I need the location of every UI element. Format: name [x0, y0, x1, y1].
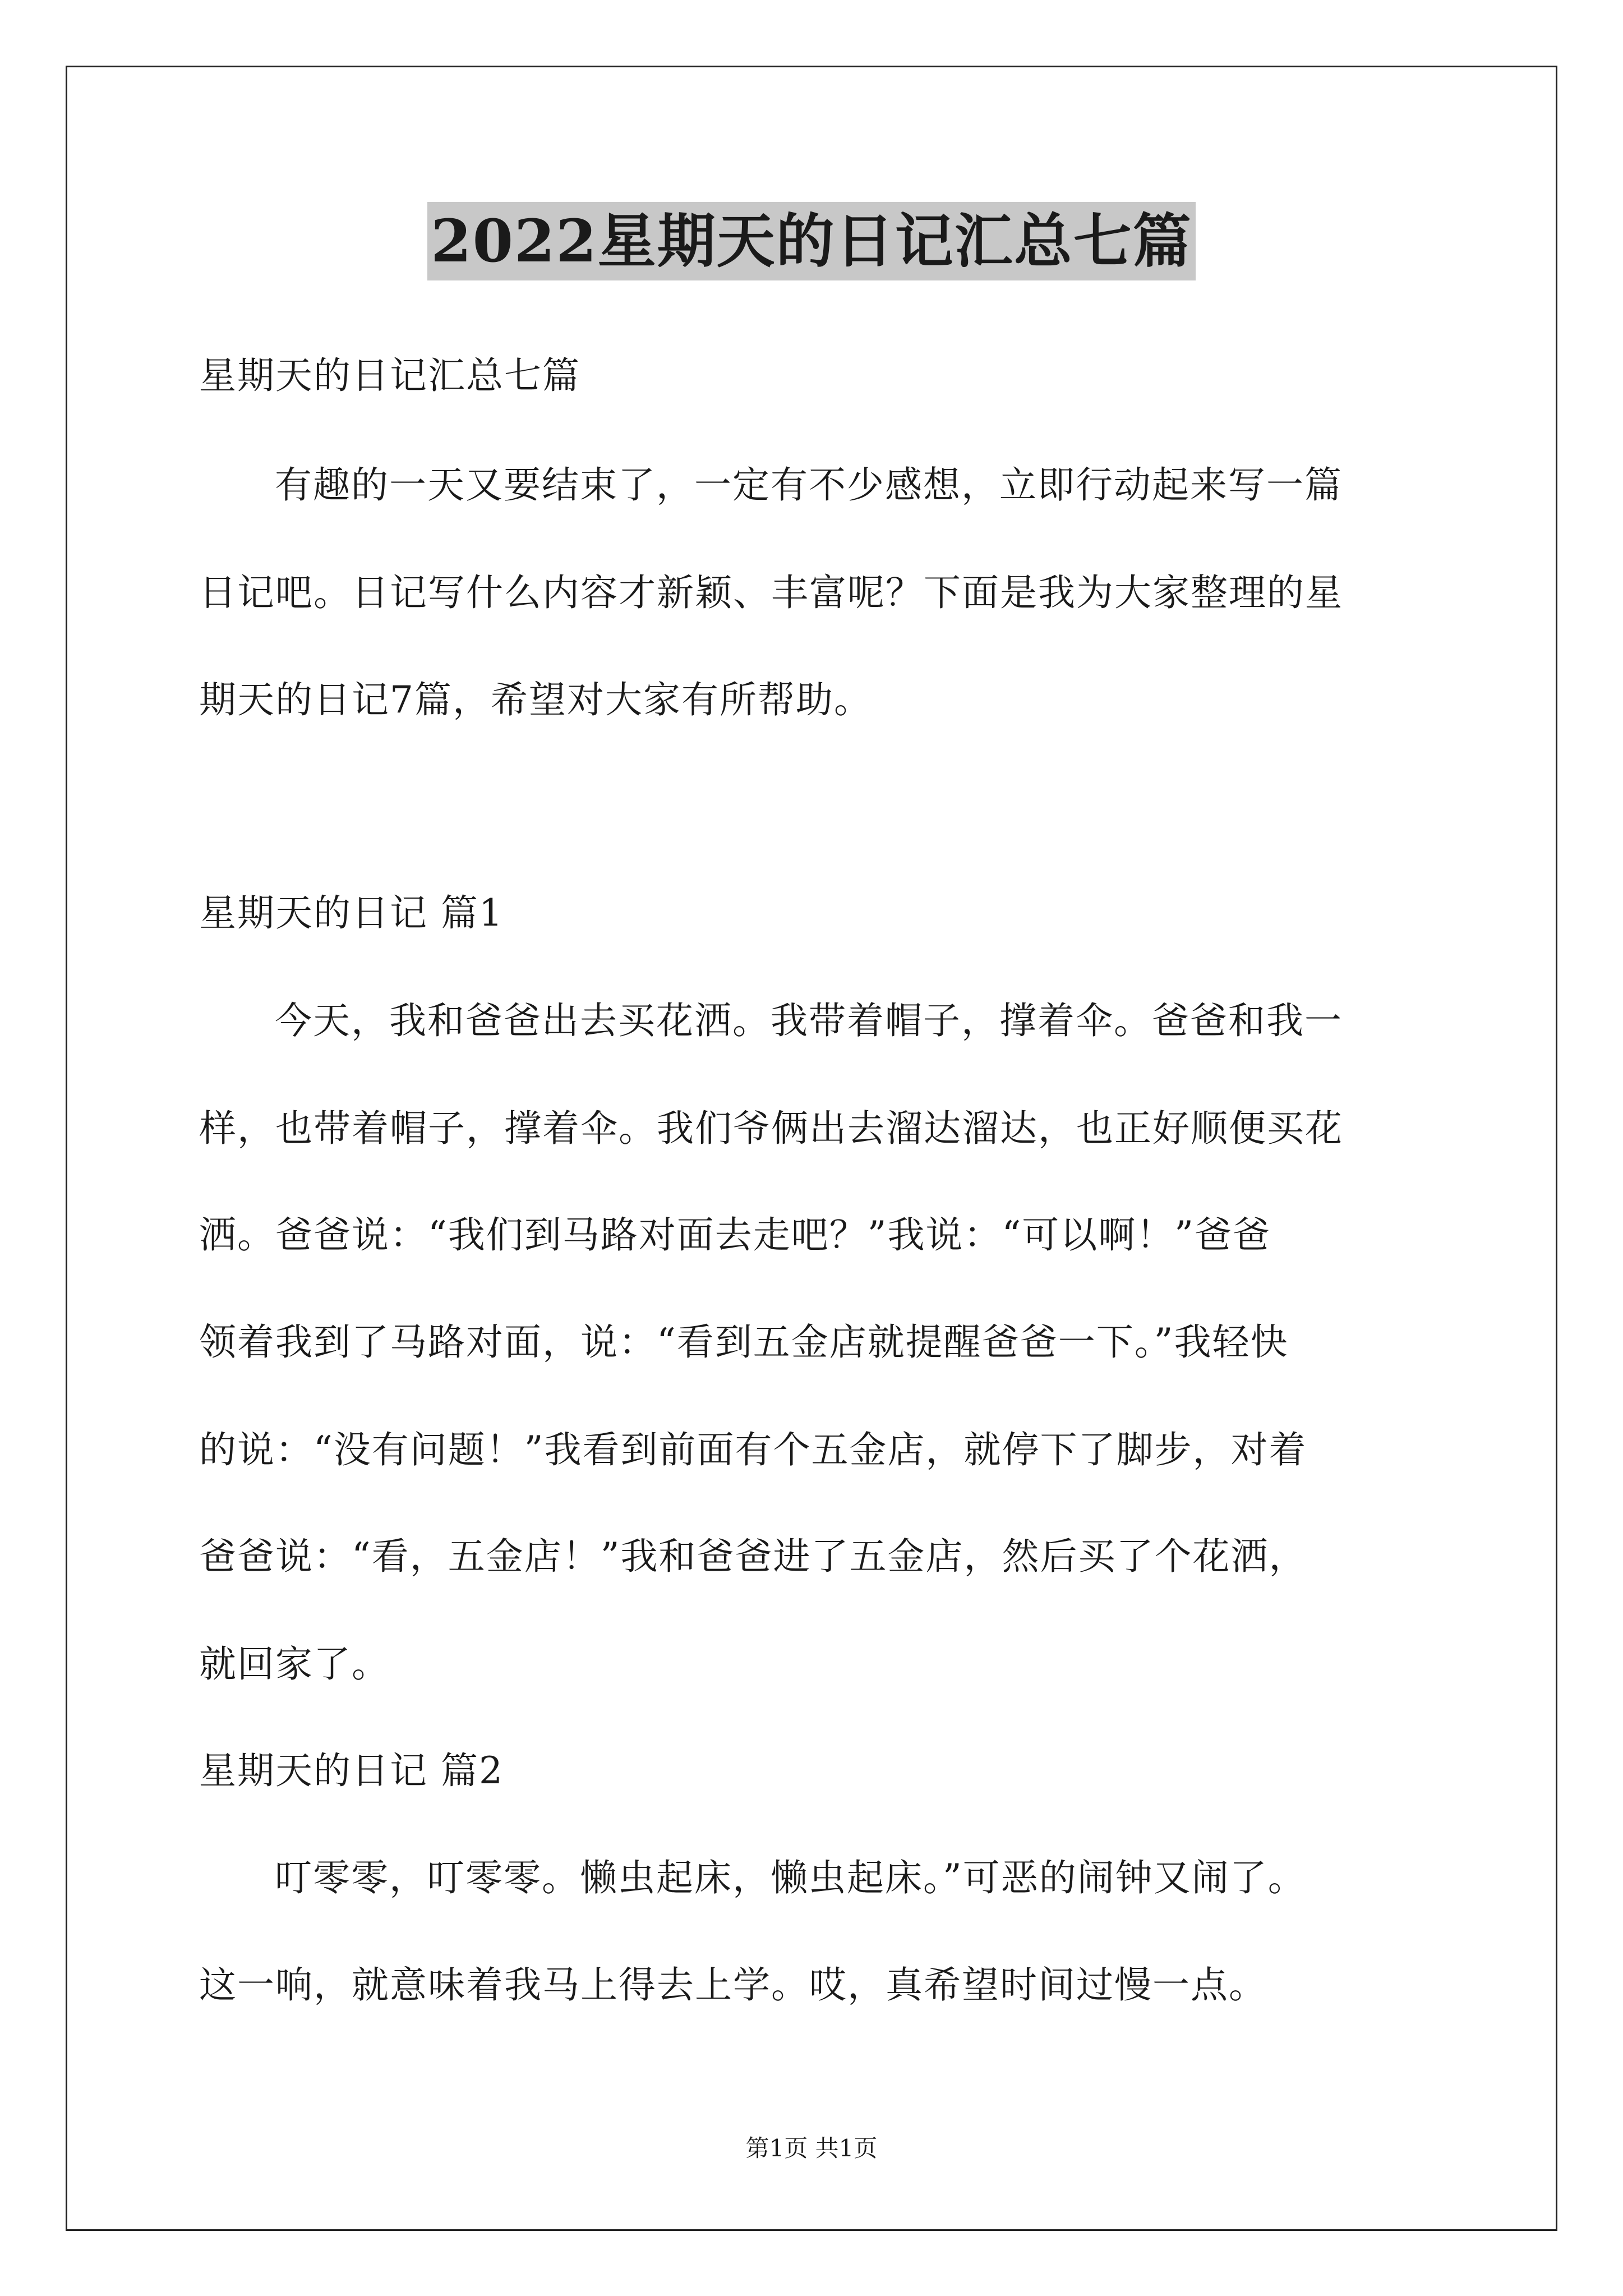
page-footer: 第1页 共1页: [745, 2134, 878, 2162]
section1-line-1: 今天，我和爸爸出去买花洒。我带着帽子，撑着伞。爸爸和我一: [275, 999, 1343, 1042]
section1-line-6: 爸爸说：“看，五金店！”我和爸爸进了五金店，然后买了个花洒，: [199, 1535, 1307, 1578]
document-subtitle: 星期天的日记汇总七篇: [199, 354, 580, 397]
section2-line-1: 叮零零，叮零零。懒虫起床，懒虫起床。”可恶的闹钟又闹了。: [275, 1856, 1306, 1899]
intro-line-3: 期天的日记7篇，希望对大家有所帮助。: [199, 678, 872, 721]
section-heading-2: 星期天的日记 篇2: [199, 1749, 504, 1792]
document-title: 2022星期天的日记汇总七篇: [427, 202, 1195, 280]
intro-line-2: 日记吧。日记写什么内容才新颖、丰富呢？下面是我为大家整理的星: [199, 571, 1343, 614]
section1-line-7: 就回家了。: [199, 1642, 390, 1686]
title-container: [0, 202, 1623, 280]
section1-line-3: 洒。爸爸说：“我们到马路对面去走吧？”我说：“可以啊！”爸爸: [199, 1213, 1271, 1257]
section1-line-4: 领着我到了马路对面，说：“看到五金店就提醒爸爸一下。”我轻快: [199, 1320, 1289, 1364]
section1-line-5: 的说：“没有问题！”我看到前面有个五金店，就停下了脚步，对着: [199, 1428, 1307, 1471]
section-heading-1: 星期天的日记 篇1: [199, 891, 504, 935]
section2-line-2: 这一响，就意味着我马上得去上学。哎，真希望时间过慢一点。: [199, 1963, 1267, 2007]
intro-line-1: 有趣的一天又要结束了，一定有不少感想，立即行动起来写一篇: [275, 463, 1343, 507]
section1-line-2: 样，也带着帽子，撑着伞。我们爷俩出去溜达溜达，也正好顺便买花: [199, 1107, 1343, 1150]
